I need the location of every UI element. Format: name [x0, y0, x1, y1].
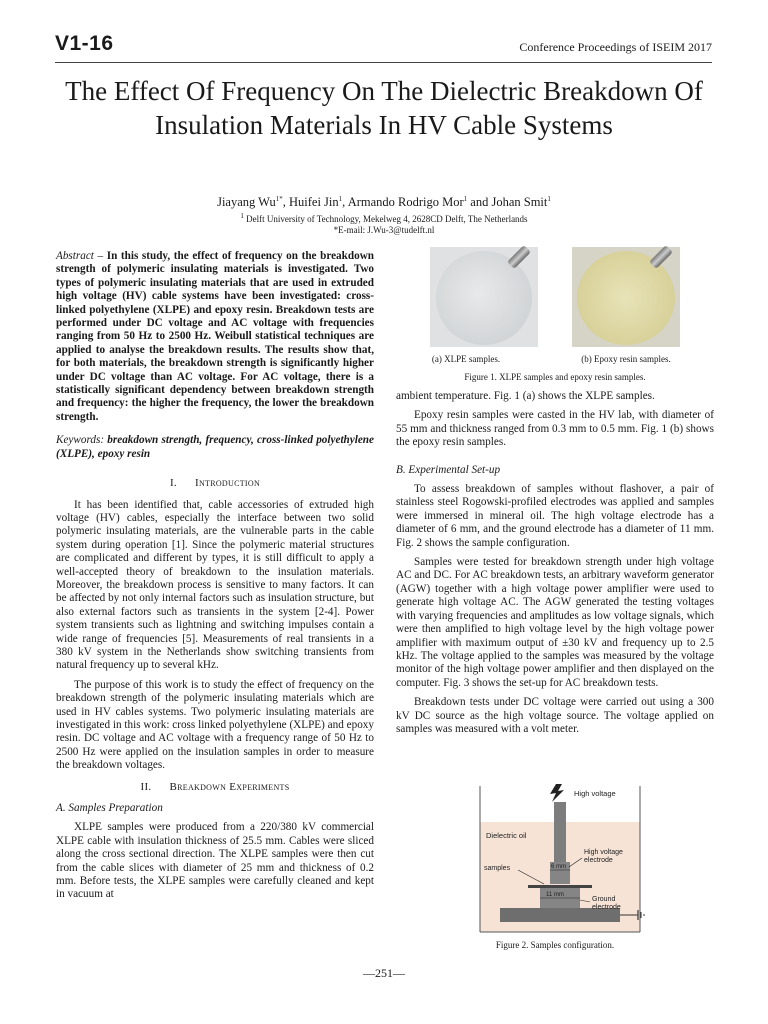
- left-column: [56, 250, 374, 908]
- author-name: Jiayang Wu: [217, 195, 276, 210]
- xlpe-sample-photo: [430, 247, 538, 347]
- figure-1: [396, 245, 714, 390]
- paragraph: It has been identified that, cable accessories of extruded high voltage (HV) cables, especially the interface between two solid polymeric insulating materials, are the vulnerable parts in the cable system during operation [1]. Since the polymeric material structures are complicated and different by types, it is still difficult to apply a well-accepted theory of breakdown to the insulation materials. Moreover, the breakdown process is sensitive to many factors. It can be affected by not only internal factors such as insulation structure, but also external factors such as transients in the system [2-4]. Power system transients such as lightning and switching impulses contain a wide range of frequencies [5]. Measurements of real transients in a 380 kV system in the Netherlands show switching transients from natural frequency up to several kHz.: [56, 498, 374, 672]
- abstract-label: Abstract –: [56, 250, 104, 262]
- paragraph: The purpose of this work is to study the effect of frequency on the breakdown strength of the polymeric insulating materials which are used in HV cables systems. Two polymeric insulating materials are investigated in this work: cross linked polyethylene (XLPE) and epoxy resin. DC voltage and AC voltage with a frequency range of 50 Hz to 2500 Hz were applied on the insulation samples in order to measure the breakdown voltages.: [56, 678, 374, 772]
- author-email: *E-mail: J.Wu-3@tudelft.nl: [333, 225, 435, 235]
- keywords: [56, 434, 374, 461]
- subsection-heading-setup: B. Experimental Set-up: [396, 463, 501, 476]
- subsection-heading-samples: A. Samples Preparation: [56, 802, 163, 815]
- author-sup: 1*: [275, 195, 283, 203]
- figure-1a-caption: (a) XLPE samples.: [431, 354, 501, 364]
- hv-rod: [554, 802, 566, 864]
- header-divider: [55, 62, 712, 63]
- author-sup: 1: [547, 195, 551, 203]
- label-11mm: 11 mm: [546, 892, 564, 898]
- lightning-bolt-icon: [550, 784, 564, 802]
- section-heading-experiments: II. Breakdown Experiments: [140, 780, 290, 793]
- proceedings-title: Conference Proceedings of ISEIM 2017: [519, 40, 712, 54]
- samples-configuration-diagram: [470, 782, 650, 937]
- paragraph: To assess breakdown of samples without flashover, a pair of stainless steel Rogowski-profiled electrodes was applied and samples were immersed in mineral oil. The high voltage electrode has a diameter of 6 mm, and the ground electrode has a diameter of 11 mm. Fig. 2 shows the sample configuration.: [396, 483, 714, 549]
- abstract-text: In this study, the effect of frequency on the breakdown strength of polymeric insulating materials is investigated. Two types of polymeric insulating materials that are used in extruded high voltage (HV) cable systems have been investigated: cross-linked polyethylene (XLPE) and epoxy resin. Breakdown tests are performed under DC voltage and AC voltage with frequencies ranging from 50 Hz to 2500 Hz. Weibull statistical techniques are applied to analyse the breakdown results. The results show that, for both materials, the breakdown strength is significantly higher under DC voltage than AC voltage. For AC voltage, there is a statistically significant dependency between breakdown strength and frequency: the higher the frequency, the lower the breakdown strength.: [56, 250, 374, 423]
- author-sup: 1: [338, 195, 343, 203]
- label-ground-electrode: electrode: [592, 904, 621, 911]
- paragraph: ambient temperature. Fig. 1 (a) shows the XLPE samples.: [396, 390, 655, 402]
- keywords-text: breakdown strength, frequency, cross-linked polyethylene (XLPE), epoxy resin: [56, 434, 374, 460]
- figure-2-caption: Figure 2. Samples configuration.: [495, 940, 615, 950]
- section-heading-introduction: I. Introduction: [169, 477, 261, 490]
- figure-2: [396, 782, 714, 957]
- author-list: [60, 195, 708, 210]
- author-name: , Armando Rodrigo Mor: [342, 195, 464, 210]
- affiliation-text: Delft University of Technology, Mekelweg 4, 2628CD Delft, The Netherlands: [243, 214, 528, 224]
- paragraph: Samples were tested for breakdown strength under high voltage AC and DC. For AC breakdown tests, an arbitrary waveform generator (AGW) together with a high voltage power amplifier were used to generate high voltage AC. The AGW generated the testing voltages with varying frequencies and amplitudes as low voltage signals, which were then amplified to high voltage level by the high voltage power amplifier with maximum output of ±30 kV and frequency up to 2.5 kHz. The voltage applied to the samples was measured by the voltage monitor of the high voltage power amplifier and then displayed on the computer. Fig. 3 shows the set-up for AC breakdown tests.: [396, 556, 714, 689]
- figure-1b-caption: (b) Epoxy resin samples.: [581, 354, 671, 364]
- keywords-label: Keywords:: [56, 434, 105, 447]
- right-column: [396, 390, 714, 742]
- author-name: and Johan Smit: [467, 195, 548, 210]
- label-hv-electrode: High voltage: [584, 849, 623, 856]
- paragraph: XLPE samples were produced from a 220/380 kV commercial XLPE cable with insulation thickness of 25.5 mm. Cables were sliced along the cross sectional direction. The XLPE samples were then cut from the cable slices with diameter of 25 mm and thickness of 0.2 mm. Before tests, the XLPE samples were carefully cleaned and kept in vacuum at: [56, 821, 374, 901]
- label-high-voltage: High voltage: [574, 789, 616, 798]
- author-sup: 1: [463, 195, 468, 203]
- epoxy-sample-photo: [572, 247, 680, 347]
- sample-disc: [528, 885, 592, 888]
- label-ground: Ground: [592, 896, 616, 903]
- paragraph: Epoxy resin samples were casted in the HV lab, with diameter of 55 mm and thickness ranged from 0.3 mm to 0.5 mm. Fig. 1 (b) shows the epoxy resin samples.: [396, 409, 714, 449]
- paper-code: V1-16: [55, 32, 114, 55]
- label-6mm: 6 mm: [551, 864, 566, 870]
- label-dielectric-oil: Dielectric oil: [486, 831, 527, 840]
- paper-title: The Effect Of Frequency On The Dielectric Breakdown Of Insulation Materials In HV Cable Systems: [65, 76, 703, 140]
- affiliation: [60, 211, 708, 236]
- abstract: [56, 250, 374, 424]
- author-name: , Huifei Jin: [282, 195, 339, 210]
- page-number: —251—: [363, 966, 405, 980]
- label-samples: samples: [484, 865, 511, 872]
- affiliation-sup: 1: [240, 212, 244, 220]
- figure-1-caption: Figure 1. XLPE samples and epoxy resin samples.: [464, 372, 646, 382]
- paragraph: Breakdown tests under DC voltage were carried out using a 300 kV DC source as the high voltage source. The voltage applied on samples was measured with a volt meter.: [396, 696, 714, 735]
- label-hv-electrode-2: electrode: [584, 857, 613, 864]
